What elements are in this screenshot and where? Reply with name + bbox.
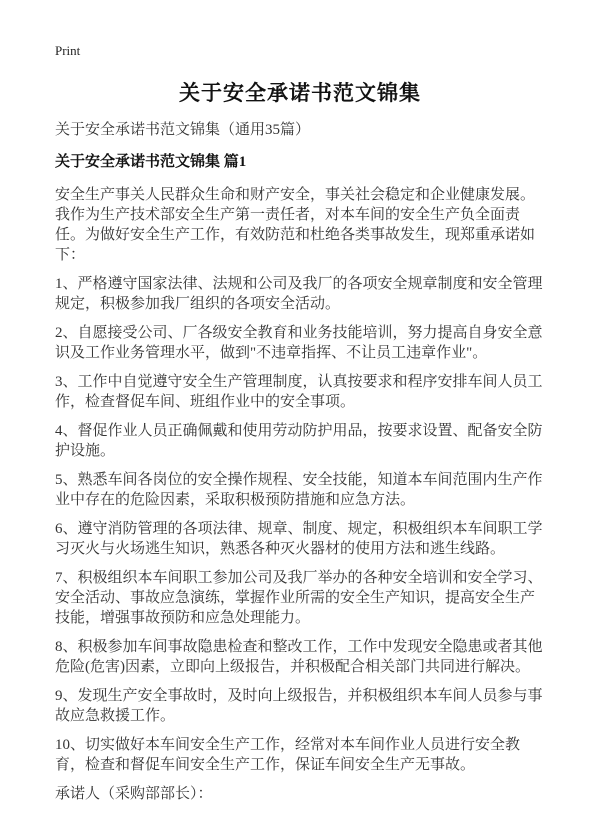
section-heading: 关于安全承诺书范文锦集 篇1 (55, 154, 247, 170)
document-subtitle: 关于安全承诺书范文锦集（通用35篇） (55, 122, 311, 138)
promise-item-9: 9、发现生产安全事故时，及时向上级报告，并积极组织本车间人员参与事故应急救援工作。 (55, 688, 543, 724)
promise-item-6: 6、遵守消防管理的各项法律、规章、制度、规定，积极组织本车间职工学习灭火与火场逃生知识，熟悉各种灭火器材的使用方法和逃生线路。 (55, 521, 543, 557)
promise-item-1: 1、严格遵守国家法律、法规和公司及我厂的各项安全规章制度和安全管理规定，积极参加我厂组织的各项安全活动。 (55, 276, 543, 312)
promise-item-3: 3、工作中自觉遵守安全生产管理制度，认真按要求和程序安排车间人员工作，检查督促车间、班组作业中的安全事项。 (55, 374, 543, 410)
signature-line: 承诺人（采购部部长）： (55, 786, 213, 802)
page-title: 关于安全承诺书范文锦集 (179, 81, 421, 105)
document-body (55, 185, 545, 804)
print-button[interactable]: Print (55, 43, 81, 58)
promise-item-10: 10、切实做好本车间安全生产工作，经常对本车间作业人员进行安全教育，检查和督促车间安全生产工作，保证车间安全生产无事故。 (55, 737, 521, 773)
intro-paragraph: 安全生产事关人民群众生命和财产安全，事关社会稳定和企业健康发展。我作为生产技术部安全生产第一责任者，对本车间的安全生产负全面责任。为做好安全生产工作，有效防范和杜绝各类事故发生，现郑重承诺如下： (55, 187, 536, 263)
promise-item-5: 5、熟悉车间各岗位的安全操作规程、安全技能，知道本车间范围内生产作业中存在的危险因素，采取积极预防措施和应急方法。 (55, 472, 543, 508)
promise-item-8: 8、积极参加车间事故隐患检查和整改工作，工作中发现安全隐患或者其他危险(危害)因素，立即向上级报告，并积极配合相关部门共同进行解决。 (55, 639, 543, 675)
promise-item-2: 2、自愿接受公司、厂各级安全教育和业务技能培训，努力提高自身安全意识及工作业务管理水平，做到"不违章指挥、不让员工违章作业"。 (55, 325, 543, 361)
promise-item-4: 4、督促作业人员正确佩戴和使用劳动防护用品，按要求设置、配备安全防护设施。 (55, 423, 543, 459)
promise-item-7: 7、积极组织本车间职工参加公司及我厂举办的各种安全培训和安全学习、安全活动、事故应急演练，掌握作业所需的安全生产知识，提高安全生产技能，增强事故预防和应急处理能力。 (55, 570, 543, 626)
